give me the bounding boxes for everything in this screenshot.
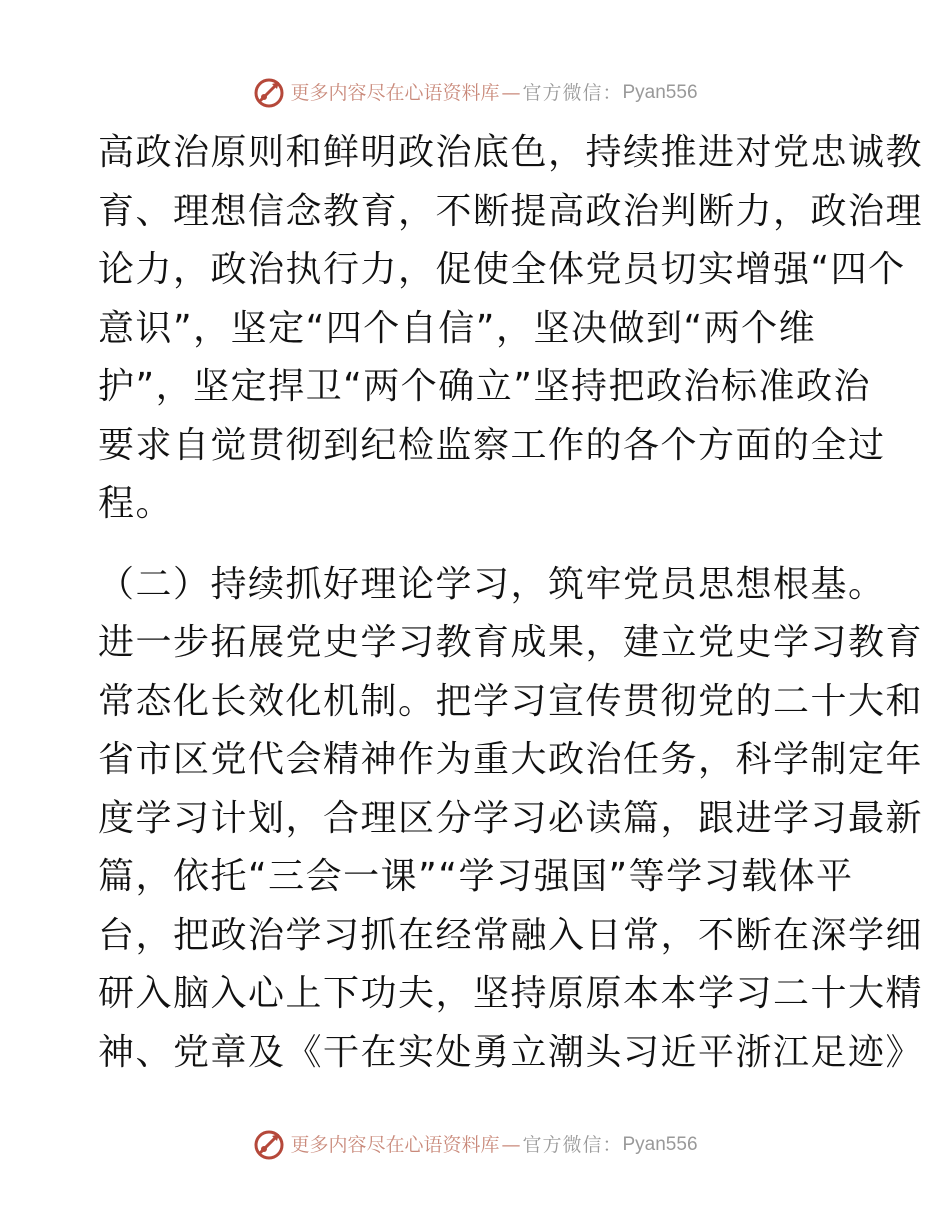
- text-line: 省市区党代会精神作为重大政治任务，科学制定年: [98, 739, 924, 780]
- paragraph-1: [98, 124, 924, 534]
- brand-logo-icon: [252, 1128, 286, 1162]
- text-line: 常态化长效化机制。把学习宣传贯彻党的二十大和: [98, 680, 924, 722]
- text-line: 进一步拓展党史学习教育成果，建立党史学习教育: [98, 622, 924, 663]
- text-line: 护”，坚定捍卫“两个确立”坚持把政治标准政治: [98, 366, 871, 407]
- text-line: 论力，政治执行力，促使全体党员切实增强“四个: [98, 249, 906, 290]
- wechat-id: Pyan556: [622, 82, 698, 103]
- separator: —: [501, 82, 521, 104]
- paragraph-2: [98, 556, 924, 1083]
- brand-logo-icon: [252, 76, 286, 110]
- text-line: 程。: [98, 483, 174, 524]
- brand-name: 更多内容尽在心语资料库: [290, 1134, 500, 1156]
- section-heading: （二）持续抓好理论学习，筑牢党员思想根基。: [98, 563, 886, 605]
- wechat-id: Pyan556: [622, 1134, 698, 1155]
- text-line: 意识”，坚定“四个自信”，坚决做到“两个维: [98, 307, 817, 349]
- text-line: 度学习计划，合理区分学习必读篇，跟进学习最新: [98, 797, 924, 839]
- text-line: 育、理想信念教育，不断提高政治判断力，政治理: [98, 190, 924, 232]
- text-line: 台，把政治学习抓在经常融入日常，不断在深学细: [98, 914, 924, 956]
- text-line: 研入脑入心上下功夫，坚持原原本本学习二十大精: [98, 973, 924, 1014]
- text-line: 要求自觉贯彻到纪检监察工作的各个方面的全过: [98, 424, 886, 466]
- footer-watermark: [0, 1128, 950, 1162]
- brand-name: 更多内容尽在心语资料库: [290, 82, 500, 104]
- separator: —: [501, 1134, 521, 1156]
- document-body: [98, 124, 924, 1082]
- wechat-label: 官方微信：: [522, 1134, 623, 1156]
- wechat-label: 官方微信：: [522, 82, 623, 104]
- text-line: 高政治原则和鲜明政治底色，持续推进对党忠诚教: [98, 132, 924, 173]
- header-watermark: [0, 76, 950, 110]
- text-line: 神、党章及《干在实处勇立潮头习近平浙江足迹》: [98, 1031, 924, 1073]
- text-line: 篇，依托“三会一课”“学习强国”等学习载体平: [98, 856, 854, 897]
